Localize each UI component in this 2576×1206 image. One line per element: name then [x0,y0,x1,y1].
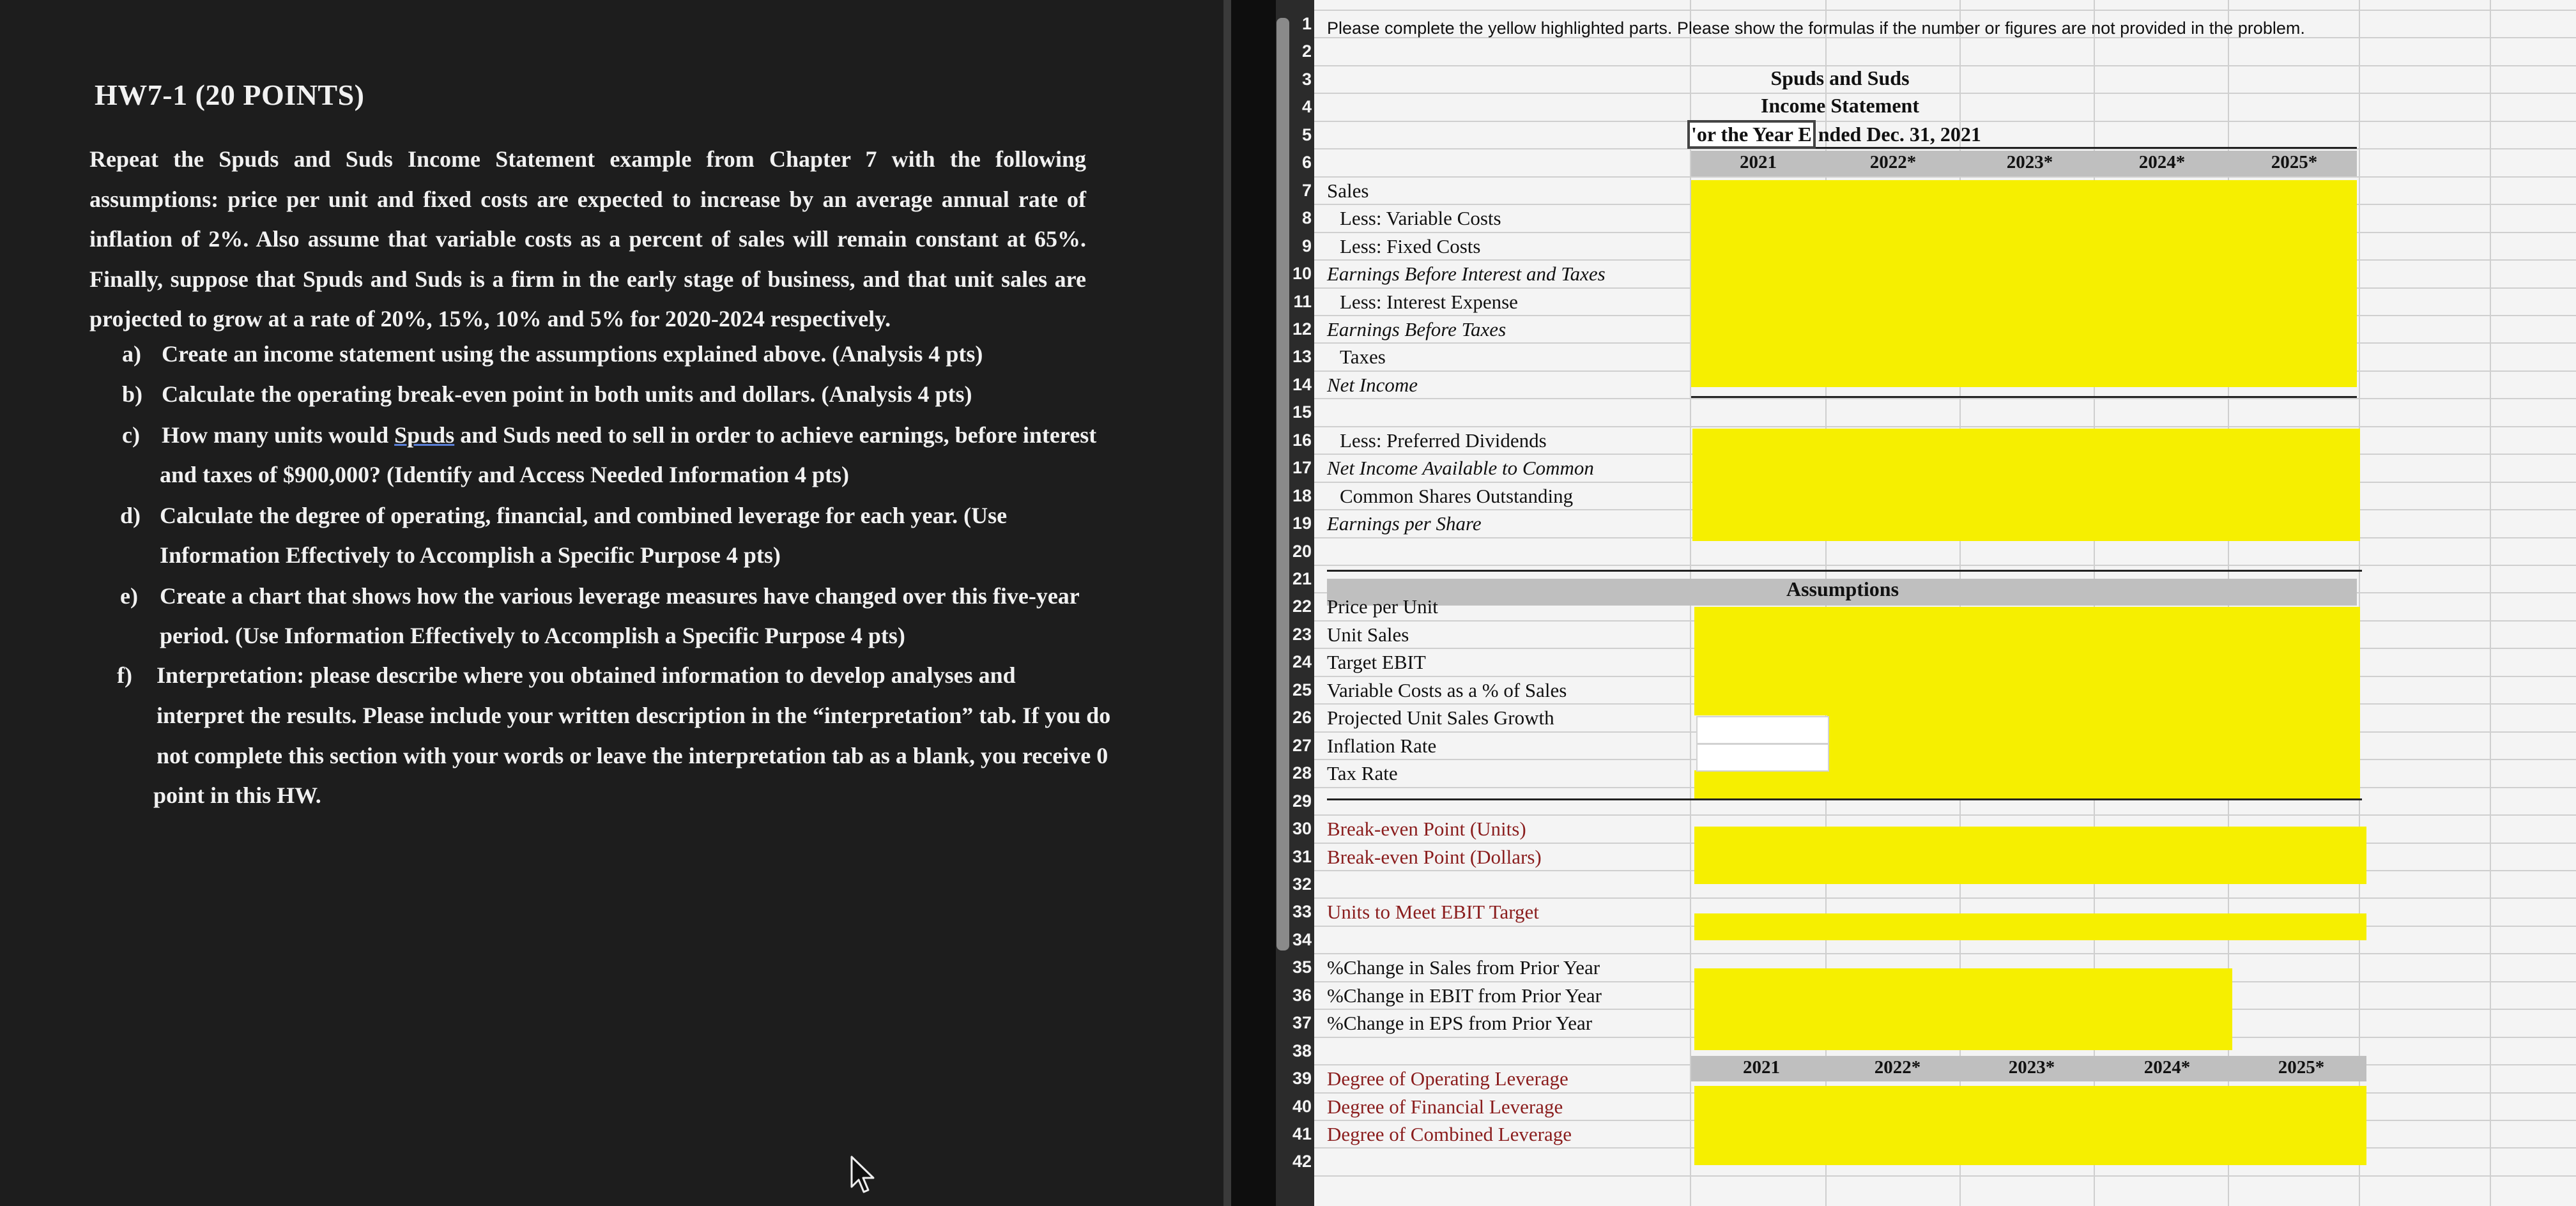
income-year-header[interactable]: 2022* [1869,152,1917,172]
ebit-target-inputs[interactable] [1694,913,2366,940]
row-number[interactable]: 31 [1292,846,1312,866]
row-number[interactable]: 34 [1292,929,1312,949]
grid-row-line [1314,398,2576,399]
question-text: Calculate the degree of operating, financial, and combined leverage for each year. (Use [160,503,1008,528]
row-number[interactable]: 35 [1292,958,1312,977]
grid-column-line [2490,0,2491,1206]
inflation-2021-cell[interactable] [1696,744,1829,772]
question-text: not complete this section with your words or leave the interpretation tab as a blank, you receive 0 [157,743,1108,768]
row-number[interactable]: 6 [1301,153,1312,172]
row-number[interactable]: 23 [1292,624,1312,644]
row-number[interactable]: 12 [1292,319,1312,339]
row-number[interactable]: 10 [1292,264,1312,284]
question-marker: d) [120,503,141,528]
income-row-label[interactable]: Earnings per Share [1327,512,1482,535]
grid-row-line [1314,814,2576,816]
question-e [120,583,1080,609]
income-row-label[interactable]: Earnings Before Taxes [1327,317,1506,340]
net-income-inputs[interactable] [1691,373,2357,387]
question-text: Create an income statement using the assumptions explained above. (Analysis 4 pts) [162,341,983,367]
question-a [122,340,983,367]
row-number[interactable]: 8 [1301,208,1312,228]
intro-line: assumptions: price per unit and fixed costs are expected to increase by an average annual rate of [89,186,1086,212]
row-number[interactable]: 41 [1292,1124,1312,1143]
leverage-year-header[interactable]: 2023* [2008,1057,2055,1078]
row-number[interactable]: 4 [1301,97,1312,117]
instructions-note: Please complete the yellow highlighted parts. Please show the formulas if the number or figures are not provided in the problem. [1327,19,2305,38]
question-text: period. (Use Information Effectively to Accomplish a Specific Purpose 4 pts) [160,623,905,648]
row-number[interactable]: 26 [1292,708,1312,728]
breakeven-row-label[interactable]: Break-even Point (Units) [1327,818,1526,841]
row-number[interactable]: 38 [1292,1041,1312,1060]
question-text: point in this HW. [153,782,321,808]
assumptions-inputs-growth[interactable] [1827,715,2360,770]
income-row-label[interactable]: Net Income Available to Common [1327,457,1594,480]
assignment-pane [0,0,1223,1206]
row-number[interactable]: 24 [1292,652,1312,672]
breakeven-row-label[interactable]: Units to Meet EBIT Target [1327,901,1539,924]
row-number[interactable]: 21 [1292,569,1312,588]
change-row-label[interactable]: %Change in Sales from Prior Year [1327,956,1600,979]
statement-title: Income Statement [1761,94,1919,117]
income-row-label[interactable]: Less: Variable Costs [1340,207,1501,230]
row-number[interactable]: 27 [1292,735,1312,755]
question-text: interpret the results. Please include your written description in the “interpretation” tab. If you do [157,703,1111,728]
income-row-label[interactable]: Net Income [1327,373,1418,396]
question-text: Information Effectively to Accomplish a Specific Purpose 4 pts) [160,542,781,568]
question-f-cont [157,702,1110,729]
question-f-cont [153,782,321,809]
assumption-row-label[interactable]: Variable Costs as a % of Sales [1327,678,1567,701]
row-number[interactable]: 11 [1293,291,1312,311]
income-row-label[interactable]: Earnings Before Interest and Taxes [1327,263,1606,286]
row-number[interactable]: 19 [1292,514,1312,533]
preferred-eps-inputs[interactable] [1692,429,2360,541]
question-text: Calculate the operating break-even point in both units and dollars. (Analysis 4 pts) [162,381,972,407]
assignment-title: HW7-1 (20 POINTS) [95,79,365,111]
question-marker: a) [122,341,141,367]
row-number[interactable]: 36 [1292,985,1312,1005]
grid-row-line [1314,565,2576,566]
pane-divider[interactable] [1223,0,1231,1206]
row-number[interactable]: 14 [1292,374,1312,394]
assumptions-title: Assumptions [1786,577,1899,600]
grid-row-line [1314,93,2576,94]
grid-row-line [1314,953,2576,954]
leverage-row-label[interactable]: Degree of Financial Leverage [1327,1095,1563,1118]
question-d [120,502,1008,529]
row-number[interactable]: 25 [1292,680,1312,699]
row-number[interactable]: 32 [1292,874,1312,894]
question-text: and taxes of $900,000? (Identify and Access Needed Information 4 pts) [160,462,849,487]
grid-row-line [1314,426,2576,427]
row-number[interactable]: 9 [1301,236,1312,256]
leverage-year-header[interactable]: 2024* [2143,1057,2191,1078]
intro-line: Repeat the Spuds and Suds Income Statement example from Chapter 7 with the following [89,146,1086,172]
leverage-year-header[interactable]: 2021 [1743,1057,1780,1078]
net-income-rule [1691,396,2357,398]
active-cell[interactable]: 'or the Year E [1687,120,1816,149]
row-number[interactable]: 5 [1301,125,1312,144]
grid-row-line [1314,10,2576,11]
question-b [122,381,972,408]
row-number[interactable]: 17 [1292,458,1312,478]
grid-row-line [1314,65,2576,66]
row-number[interactable]: 29 [1292,791,1312,811]
assumption-row-label[interactable]: Price per Unit [1327,595,1438,618]
question-c-cont [160,461,849,488]
row-number[interactable]: 39 [1292,1069,1312,1088]
income-row-label[interactable]: Less: Interest Expense [1340,290,1518,313]
row-number[interactable]: 28 [1292,763,1312,783]
grid-row-line [1314,1175,2576,1177]
row-number[interactable]: 15 [1292,402,1312,422]
intro-line: Finally, suppose that Spuds and Suds is a firm in the early stage of business, and that unit sales are [89,266,1086,292]
assumptions-inputs-top[interactable] [1694,607,2360,715]
question-c [122,422,1097,448]
row-number[interactable]: 7 [1301,180,1312,200]
leverage-year-header[interactable]: 2022* [1874,1057,1921,1078]
period-text: nded Dec. 31, 2021 [1818,123,1981,146]
question-marker: e) [120,583,138,609]
income-statement-inputs[interactable] [1691,180,2357,373]
question-e-cont [160,622,905,649]
tax-rate-inputs[interactable] [1694,770,2360,798]
section-rule [1327,570,2362,572]
question-text: How many units would Spuds and Suds need to sell in order to achieve earnings, before interest [162,422,1097,448]
change-row-label[interactable]: %Change in EBIT from Prior Year [1327,984,1602,1007]
row-number[interactable]: 16 [1292,430,1312,450]
income-year-header[interactable]: 2023* [2006,152,2053,172]
question-f [117,662,1016,689]
breakeven-row-label[interactable]: Break-even Point (Dollars) [1327,845,1542,868]
income-row-label[interactable]: Common Shares Outstanding [1340,484,1574,507]
question-f-cont [157,742,1108,769]
row-number[interactable]: 30 [1292,819,1312,839]
question-marker: b) [122,381,143,407]
income-row-label[interactable]: Less: Fixed Costs [1340,234,1481,257]
row-number[interactable]: 3 [1301,69,1312,89]
income-row-label[interactable]: Less: Preferred Dividends [1340,429,1547,452]
assumption-row-label[interactable]: Inflation Rate [1327,734,1437,757]
window-gap [1231,0,1276,1206]
income-year-header[interactable]: 2025* [2271,152,2318,172]
assumption-row-label[interactable]: Unit Sales [1327,623,1409,646]
intro-line: projected to grow at a rate of 20%, 15%, 10% and 5% for 2020-2024 respectively. [89,306,891,332]
row-number[interactable]: 2 [1301,42,1312,61]
spreadsheet[interactable] [1276,0,2576,1206]
question-text: Interpretation: please describe where you obtained information to develop analyses and [157,662,1016,688]
leverage-year-header[interactable]: 2025* [2278,1057,2325,1078]
question-marker: c) [122,422,140,448]
intro-line: inflation of 2%. Also assume that variable costs as a percent of sales will remain constant at 65%. [89,226,1086,252]
row-number[interactable]: 18 [1292,485,1312,505]
question-marker: f) [117,662,132,688]
question-text: Create a chart that shows how the various leverage measures have changed over this five-year [160,583,1080,609]
income-year-header[interactable]: 2021 [1740,152,1777,172]
income-row-label[interactable]: Sales [1327,179,1369,202]
assumption-row-label[interactable]: Tax Rate [1327,762,1398,785]
breakeven-inputs[interactable] [1694,827,2366,884]
income-year-header[interactable]: 2024* [2138,152,2186,172]
row-number[interactable]: 33 [1292,902,1312,922]
grid-column-line [2359,0,2360,1206]
row-number[interactable]: 1 [1301,14,1312,33]
income-row-label[interactable]: Taxes [1340,346,1386,369]
leverage-row-label[interactable]: Degree of Operating Leverage [1327,1067,1568,1090]
row-number[interactable]: 20 [1292,541,1312,561]
row-number[interactable]: 22 [1292,597,1312,616]
assignment-intro [89,139,1086,339]
assumption-row-label[interactable]: Projected Unit Sales Growth [1327,706,1554,729]
mouse-pointer-icon [850,1155,878,1195]
row-number[interactable]: 42 [1292,1152,1312,1172]
leverage-inputs[interactable] [1694,1086,2366,1165]
change-row-label[interactable]: %Change in EPS from Prior Year [1327,1012,1593,1035]
grid-row-line [1314,897,2576,899]
percent-change-inputs[interactable] [1694,968,2232,1050]
row-number[interactable]: 40 [1292,1096,1312,1116]
period-row [1687,120,1981,148]
assumption-row-label[interactable]: Target EBIT [1327,651,1426,674]
question-d-cont [160,542,781,569]
row-number[interactable]: 13 [1292,347,1312,367]
row-number[interactable]: 37 [1292,1013,1312,1033]
assumptions-rule [1327,798,2362,800]
leverage-row-label[interactable]: Degree of Combined Leverage [1327,1123,1572,1145]
company-name: Spuds and Suds [1770,66,1910,89]
growth-2021-cell[interactable] [1696,716,1829,744]
